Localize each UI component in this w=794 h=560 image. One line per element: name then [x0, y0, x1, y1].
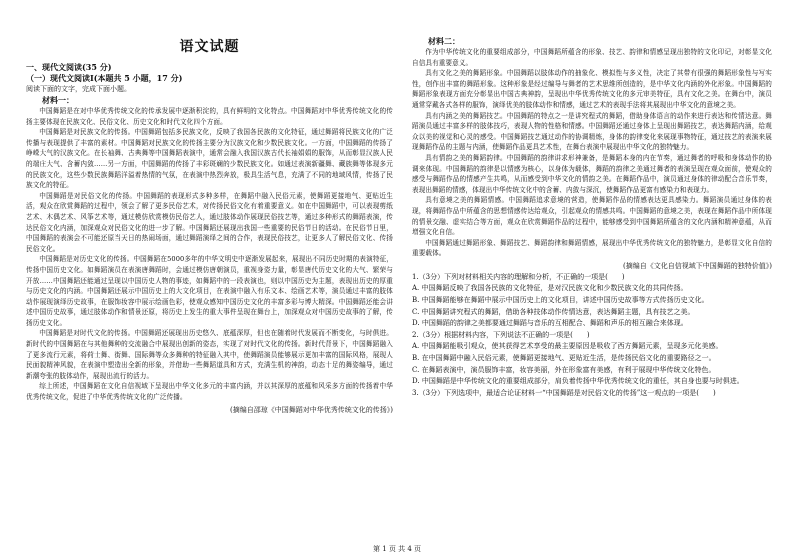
material-two-paragraph: 中国舞蹈通过舞蹈形象、舞蹈技艺、舞蹈韵律和舞蹈情感，展现出中华优秀传统文化的独特魅力，是彰显文化自信的重要载体。	[412, 238, 772, 258]
material-one-paragraph: 中国舞蹈是对民俗文化的传扬。中国舞蹈的表现形式多种多样，在舞蹈中融入民俗元素，使舞蹈更接地气、更贴近生活，观众在欣赏舞蹈的过程中，领会了解了更多民俗艺术，对传扬民俗文化有着重要意义。如在中国舞蹈中，可以表现剪纸艺术、木偶艺术、风筝艺术等，通过模仿欣赏模仿民俗艺人，通过肢体动作展现民俗技艺等，通过多种形式的舞蹈表演，传达民俗文化内涵，加深观众对民俗文化的进一步了解。中国舞蹈还展现出我国一些重要的民俗节日的活动。在民俗节日里，中国舞蹈的表演会不可能还原当天日的热闹场面，通过舞蹈演绎之间的合作，表现民俗技艺，让更多人了解民俗文化、传扬民俗文化。	[26, 191, 393, 253]
material-one-source: (摘编自邵琼《中国舞蹈对中华优秀传统文化的传扬》)	[230, 405, 393, 414]
material-two-paragraph: 具有意境之美的舞蹈情感。中国舞蹈追求意境的营造，使舞蹈作品的情感表达更具感染力。舞蹈演员通过身体的表现，将舞蹈作品中所蕴含的思想情感传达给观众，引起观众的情感共鸣。中国舞蹈的意境之美，表现在舞蹈作品中所体现的情景交融、虚实结合等方面，观众在欣赏舞蹈作品的过程中，能够感受到中国舞蹈所蕴含的文化内涵和精神意蕴，从而增强文化自信。	[412, 196, 772, 237]
question-2-option-b: B. 在中国舞蹈中融入民俗元素，使舞蹈更接地气、更贴近生活，是传扬民俗文化的重要路径之一。	[412, 354, 716, 363]
instruction-text: 阅读下面的文字，完成下面小题。	[26, 85, 131, 93]
material-two-paragraph: 具有情韵之美的舞蹈韵律。中国舞蹈的韵律讲求形神兼备，是舞蹈本身的内在节奏，通过舞者的呼吸和身体动作的协调来体现。中国舞蹈的韵律是以情感为核心，以身体为载体，舞蹈的韵律之美通过舞者的表演呈现在观众面前，使观众的感受与舞蹈作品的情感产生共鸣，从而感受到中华文化的情韵之美。在舞蹈作品中，演员通过身体的律动配合音乐节奏，表现出舞蹈的情感，体现出中华传统文化中的含蓄、内敛与深沉，使舞蹈作品更富有感染力和表现力。	[412, 153, 772, 194]
material-two-paragraph: 具有内涵之美的舞蹈技艺。中国舞蹈的特点之一是讲究程式的舞蹈，借助身体语言的动作来进行表达和传情达意。舞蹈演员通过丰富多样的肢体技巧，表现人物的性格和情感。中国舞蹈还通过身体上呈现出舞蹈技艺，表达舞蹈内涵，给观众以美的视觉和心灵的感受。中国舞蹈技艺通过动作的协调精炼，身体的韵律变化来展现事物特征，通过技艺的表演来展现舞蹈作品的主题与内涵，使舞蹈作品更具艺术性，在舞台表演中展现出中华文化的独特魅力。	[412, 111, 772, 152]
question-1-option-a: A. 中国舞蹈反映了我国各民族的文化特征，是对汉民族文化和少数民族文化的共同传扬。	[412, 284, 688, 293]
material-one-label: 材料一：	[42, 95, 74, 105]
page-title: 语文试题	[179, 39, 240, 55]
material-two-label: 材料二：	[428, 36, 460, 46]
page-number: 第 1 页 共 4 页	[372, 545, 422, 553]
material-one-paragraph: 综上所述，中国舞蹈在文化自信视域下呈现出中华文化多元的丰富内涵，并以其深厚的底蕴和风采多方面的传扬着中华优秀传统文化，促进了中华优秀传统文化的广泛传播。	[26, 382, 393, 402]
question-1: 1.（3分）下列对材料相关内容的理解和分析，不正确的一项是( )	[412, 272, 625, 281]
question-2-option-a: A. 中国舞蹈能吸引观众，使其获得艺术享受的最主要原因是吸收了西方舞蹈元素，呈现多元化美感。	[412, 342, 723, 351]
subsection-heading: （一）现代文阅读Ⅰ(本题共 5 小题，17 分)	[26, 73, 183, 83]
material-two-source: (摘编自《文化自信视域下中国舞蹈的独特价值》)	[623, 261, 772, 270]
question-3: 3.（3分）下列选项中，最适合论证材料一“中国舞蹈是对民俗文化的传扬”这一观点的一项是( )	[412, 388, 716, 397]
question-1-option-c: C. 中国舞蹈讲究程式的舞蹈，借助各种技体动作传情达意，表达舞蹈主题，具有技艺之美。	[412, 307, 695, 316]
material-one-paragraph: 中国舞蹈是在对中华优秀传统文化的传承发展中逐渐积淀的，具有鲜明的文化特点。中国舞蹈对中华优秀传统文化的传扬主要体现在民族文化、民俗文化、历史文化和时代文化四个方面。	[26, 107, 393, 126]
material-one-paragraph: 中国舞蹈是对民族文化的传扬。中国舞蹈包括多民族文化，反映了我国各民族的文化特征，通过舞蹈将民族文化的广泛传播与表现提供了丰富的素材。中国舞蹈对民族文化的传扬主要分为汉族文化和少数民族文化。一方面，中国舞蹈的传扬了峥嵘大气的汉族文化。在长袖舞、古典舞等中国舞蹈表演中，通常会融入我国汉族古代长袖娟娟的服饰，从而彰显汉族人民的端庄大气、含蓄内敛……另一方面，中国舞蹈的传扬了丰彩斑斓的少数民族文化。如通过表演新疆舞、藏族舞等体现多元的民族文化，这些少数民族舞蹈洋溢着热情的气氛，在表演中热烈奔放，极具生活气息，充满了不同的地域风情，传扬了民族文化的特征。	[26, 128, 393, 190]
question-1-option-d: D. 中国舞蹈的韵律之美都要通过舞蹈与音乐的互相配合、舞蹈和声乐的相互融合来体现。	[412, 319, 688, 328]
question-2: 2.（3分）根据材料内容，下列说法不正确的一项是( )	[412, 330, 590, 339]
material-one-paragraph: 中国舞蹈是对历史文化的传扬。中国舞蹈在5000多年的中华文明史中逐渐发展起来，展现出不同历史时期的表演特征，传扬中国历史文化。如舞蹈演员在表演唐舞蹈时，会通过模仿唐朝演员，重视身姿力量，彰显唐代历史文化的大气、繁荣与开放……中国舞蹈还能通过呈现以中国历史人物的事迹，如舞蹈中的一段表演也，则以中国历史为主题，表现出历史的厚重与历史文化的内涵。中国舞蹈还展示中国历史上的大文化项目，在表演中融入有乐文本、绘画艺术等，演员通过丰富的肢体动作展现演绎历史故事，在服饰妆容中展示绘画色彩，使观众感知中国历史文化的丰富多彩与博大精深。中国舞蹈还能会讲述中国历史故事，通过肢体动作和情景还原，将历史上发生的重大事件呈现在舞台上，加深观众对中国历史故事的了解，传扬历史文化。	[26, 255, 393, 327]
material-one-paragraph: 中国舞蹈是对时代文化的传扬。中国舞蹈还展现出历史悠久、底蕴深厚，但也在随着时代发展而不断变化，与时俱进。新时代的中国舞蹈在与其他舞种的交流融合中展现出创新的姿态，实现了对时代文化的传扬。新时代背景下，中国舞蹈融入了更多流行元素，将荷士舞、街舞、国际舞等众多舞种的特征融入其中，使舞蹈演员能够展示更加丰富的国际风格，展现人民面貌精神风貌，在表演中塑造出全新的形象，并借助一些舞蹈道具和方式，充满生机的神韵，动态十足的舞姿编导，通过新潮夸张的肢体动作，展现出流行的活力。	[26, 329, 393, 380]
question-2-option-c: C. 在舞蹈表演中，演员服饰丰富，妆容美丽，外在形象富有美感，有利于展现中华传统文化特色。	[412, 365, 716, 374]
question-1-option-b: B. 中国舞蹈能够在舞蹈中展示中国历史上的文化项目，讲述中国历史故事等方式传扬历史文化。	[412, 296, 709, 305]
section-heading: 一、现代文阅读(35 分)	[26, 62, 112, 72]
right-column	[412, 36, 772, 399]
question-2-option-d: D. 中国舞蹈是中华传统文化的重要组成部分，肩负着传扬中华优秀传统文化的重任，其自身也要与时俱进。	[412, 377, 744, 386]
material-two-paragraph: 具有文化之美的舞蹈形象。中国舞蹈以肢体动作的抽象化、模拟性与多义性，决定了其带有很强的舞蹈形象性与写实性，创作出丰富的舞蹈形象。这种形象是经过编导与舞者的艺术思维所创造的，是中华文化内涵的外化形象。中国舞蹈的舞蹈形象表现方面充分彰显出中国古典神韵，呈现出中华优秀传统文化的多元审美特征，具有文化之美。在舞台中，演员通常穿戴各式各样的服饰，演绎优美的肢体动作和情感，通过艺术的表现手法将其展现出中华文化的意境之美。	[412, 69, 772, 109]
left-column	[26, 36, 393, 416]
material-two-paragraph: 作为中华传统文化的重要组成部分，中国舞蹈所蕴含的形象、技艺、韵律和情感呈现出独特的文化印记，对彰显文化自信具有重要意义。	[412, 48, 772, 67]
